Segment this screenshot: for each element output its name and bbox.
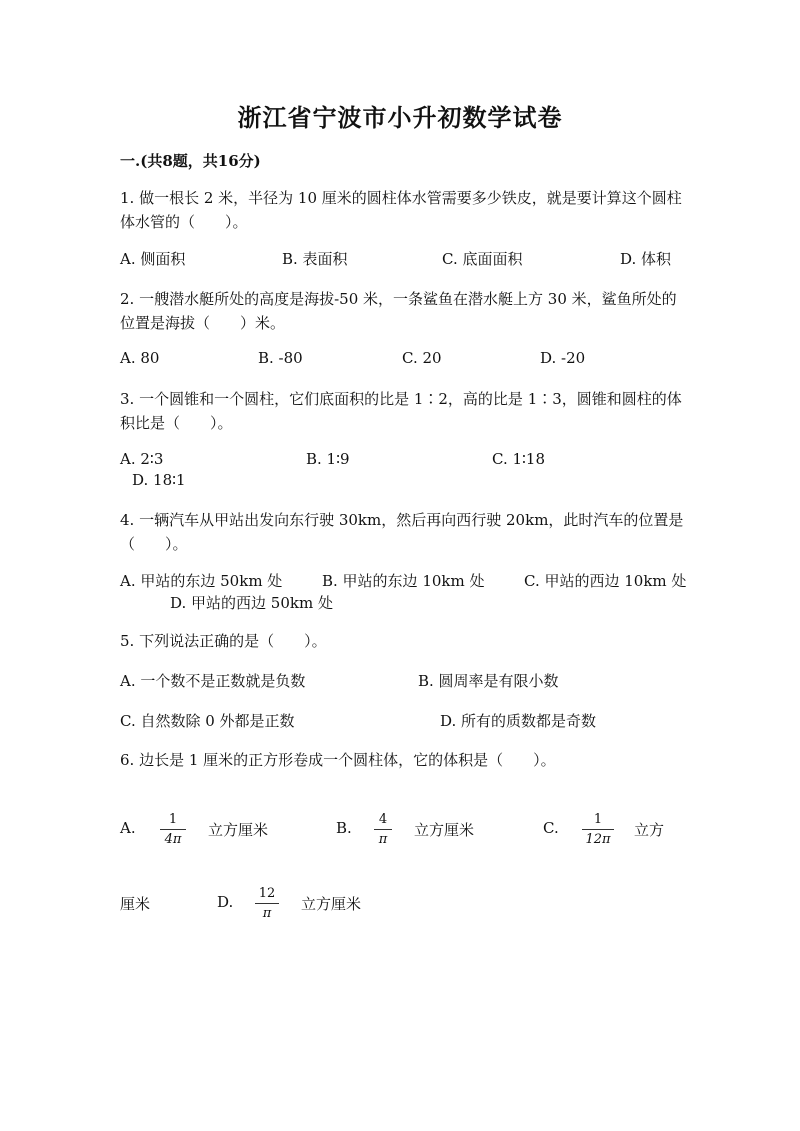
q6-option-b-unit: 立方厘米 xyxy=(414,821,475,839)
q4-option-b: B. 甲站的东边 10km 处 xyxy=(322,572,485,590)
q2-option-a: A. 80 xyxy=(120,349,160,367)
q5-option-d: D. 所有的质数都是奇数 xyxy=(440,712,597,730)
question-1: 1. 做一根长 2 米，半径为 10 厘米的圆柱体水管需要多少铁皮，就是要计算这个圆柱体水管的（ ）。 xyxy=(120,189,682,231)
fraction-denominator: π xyxy=(262,906,272,921)
q2-option-c: C. 20 xyxy=(402,349,442,367)
q1-option-a: A. 侧面积 xyxy=(120,250,186,268)
q6-option-c-unit: 立方 xyxy=(634,821,665,839)
q4-option-c: C. 甲站的西边 10km 处 xyxy=(524,572,687,590)
question-5: 5. 下列说法正确的是（ ）。 xyxy=(120,632,327,650)
q6-option-c-unit-continued: 厘米 xyxy=(120,895,151,913)
fraction-denominator: π xyxy=(378,832,388,847)
q3-option-b: B. 1∶9 xyxy=(306,450,350,468)
page-title: 浙江省宁波市小升初数学试卷 xyxy=(237,103,563,132)
q6-option-b-fraction xyxy=(374,812,392,847)
q3-option-c: C. 1∶18 xyxy=(492,450,546,468)
question-4: 4. 一辆汽车从甲站出发向东行驶 30km，然后再向西行驶 20km，此时汽车的位置是（ ）。 xyxy=(120,511,684,553)
q4-option-d: D. 甲站的西边 50km 处 xyxy=(170,594,333,612)
q6-option-d-unit: 立方厘米 xyxy=(301,895,362,913)
q5-option-a: A. 一个数不是正数就是负数 xyxy=(120,672,306,690)
q6-option-c-label: C. xyxy=(543,819,559,837)
q5-option-c: C. 自然数除 0 外都是正数 xyxy=(120,712,295,730)
question-6: 6. 边长是 1 厘米的正方形卷成一个圆柱体，它的体积是（ ）。 xyxy=(120,751,556,769)
question-2: 2. 一艘潜水艇所处的高度是海拔-50 米，一条鲨鱼在潜水艇上方 30 米，鲨鱼所处的位置是海拔（ ）米。 xyxy=(120,290,677,332)
q6-option-d-label: D. xyxy=(217,893,234,911)
q1-option-c: C. 底面面积 xyxy=(442,250,523,268)
fraction-numerator: 1 xyxy=(582,812,614,830)
q6-option-d-fraction xyxy=(255,886,279,921)
fraction-numerator: 4 xyxy=(374,812,392,830)
section-heading: 一.(共8题，共16分) xyxy=(120,152,261,170)
q6-option-a-label: A. xyxy=(120,819,136,837)
fraction-numerator: 12 xyxy=(255,886,279,904)
question-3: 3. 一个圆锥和一个圆柱，它们底面积的比是 1∶2，高的比是 1∶3，圆锥和圆柱的体积比是（ ）。 xyxy=(120,390,682,432)
q4-option-a: A. 甲站的东边 50km 处 xyxy=(120,572,283,590)
q6-option-a-unit: 立方厘米 xyxy=(208,821,269,839)
q3-option-a: A. 2∶3 xyxy=(120,450,164,468)
q2-option-d: D. -20 xyxy=(540,349,586,367)
q6-option-a-fraction xyxy=(160,812,186,847)
q6-option-b-label: B. xyxy=(336,819,352,837)
q3-option-d: D. 18∶1 xyxy=(132,471,186,489)
q5-option-b: B. 圆周率是有限小数 xyxy=(418,672,559,690)
q2-option-b: B. -80 xyxy=(258,349,303,367)
q1-option-d: D. 体积 xyxy=(620,250,672,268)
fraction-denominator: 12π xyxy=(585,832,611,847)
q6-option-c-fraction xyxy=(582,812,614,847)
fraction-denominator: 4π xyxy=(164,832,182,847)
q1-option-b: B. 表面积 xyxy=(282,250,348,268)
fraction-numerator: 1 xyxy=(160,812,186,830)
